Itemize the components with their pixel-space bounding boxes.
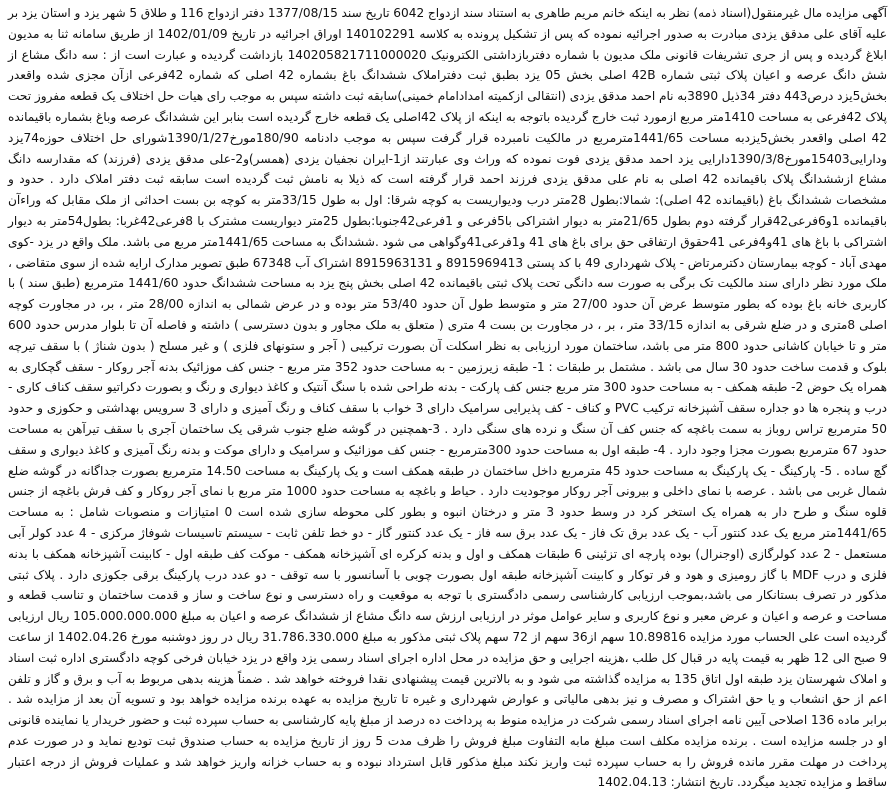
notice-text xyxy=(8,3,887,793)
notice-body-text: آگهی مزایده مال غیرمنقول(اسناد ذمه) نظر به اینکه خانم مریم طاهری به استناد سند ازدواج 6042 تاریخ سند 1377/08/15 دفتر ازدواج 116 و طلاق 5 شهر یزد و استان یزد بر علیه آقای علی مدقق یزدی مبادرت به صدور اجرائیه نموده که پس از تشکیل پرونده به کلاسه 140102291 اوراق اجرائیه در تاریخ 1402/01/09 از طریق سامانه ثنا به مدیون ابلاغ گردیده و پس از جری تشریفات قانونی ملک مدیون با شماره دفتربازداشتی الکترونیک 140205821711000020 بازداشت گردیده و عبارت است از : سه دانگ مشاع از شش دانگ عرصه و اعیان پلاک ثبتی شماره 42B اصلی بخش 05 یزد بطبق ثبت دفتراملاک ششدانگ باغ بشماره 42 اصلی که شماره 42فرعی ازآن مجزی شده واقعدر بخش5یزد درص443 دفتر 34ذیل 3890به نام احمد مدقق یزدی (انتقالی ازکمیته امدادامام خمینی)سابقه ثبت داشته سپس به موجب رای هیات حل اختلاف یک قطعه مفروز تحت پلاک 42فرعی به مساحت 1410متر مربع ازمورد ثبت خارج گردیده باتوجه به اینکه از پلاک 42اصلی یک قطعه خارج گردیده است بنابر این ششدانگ عرصه وباغ بشماره باقیمانده 42 اصلی واقعدر بخش5یزدبه مساحت 1441/65مترمربع در مالکیت نامبرده قرار گرفت سپس به موجب دادنامه 180/90مورخ1390/1/27شورای حل اختلاف حوزه74یزد ودارایی15403مورخ1390/3/8دارایی یزد احمد مدقق یزدی فوت نموده که وراث وی عبارتند از1-ایران نجفیان یزدی (همسر)و2-علی مدقق یزدی (فرزند) که مقدارسه دانگ مشاع ازششدانگ پلاک باقیمانده 42 اصلی به نام علی مدقق یزدی فرزند احمد قرار گرفته است که ذیلا به نامش ثبت گردیده است سابقه ثبت دفتر املاک دارد . حدود و مشخصات ششدانگ باغ (باقیمانده 42 اصلی): شمالا:بطول 28متر درب ودیواریست به کوچه شرقا: اول به طول 33/15متر به کوچه بن بست احداثی از ملک مقابل که وراءآن باقیمانده 1و6فرعی42قرار گرفته دوم بطول 21/65متر به دیوار اشتراکی با5فرعی و 1فرعی42جنوبا:بطول 25متر دیواریست مشترک با 8فرعی42غربا: بطول54متر به دیوار اشتراکی با باغ های 41و4فرعی 41حقوق ارتفاقی حق برای باغ های 41 و1فرعی41وگواهی می شود .ششدانگ به مساحت 1441/65متر مربع می باشد. ملک واقع در یزد -کوی مهدی آباد - کوچه بیمارستان دکترمرتاض - پلاک شهرداری 49 با کد پستی 8915969413 و 8915963131 اشتراک آب 67348 طبق تصویر مدارک ارایه شده از سوی متقاضی ، ملک مورد نظر دارای سند مالکیت تک برگی به صورت سه دانگی تحت پلاک ثبتی باقیمانده 42 اصلی بخش پنج یزد به مساحت ششدانگ حدود 1441/60 مترمربع (طبق سند ) با کاربری خانه باغ بوده که بطور متوسط عرض آن حدود 27/00 متر و متوسط طول آن حدود 53/40 متر بوده و در عرض شمالی به اندازه 28/00 متر ، بر، در مجاورت کوچه اصلی 8متری و در ضلع شرقی به اندازه 33/15 متر ، بر ، در مجاورت بن بست 4 متری ( متعلق به ملک مجاور و بدون دسترسی ) داشته و فاصله آن تا بلوار مدرس حدود 600 متر و تا خیابان کاشانی حدود 800 متر می باشد، ساختمان مورد ارزیابی به نظر اسکلت آن بصورت ترکیبی ( آجر و ستونهای فلزی ) و غیر مسلح ( بدون شناژ ) با سقف تیرچه بلوک و قدمت ساخت حدود 30 سال می باشد . مشتمل بر طبقات : 1- طبقه زیرزمین - به مساحت حدود 352 متر مربع - جنس کف موزائیک بدنه آجر روکار - سقف گچکاری به همراه یک حوض 2- طبقه همکف - به مساحت حدود 300 متر مربع جنس کف پارکت - بدنه طراحی شده با سنگ آنتیک و کاغذ دیواری و رنگ و بصورت دکراتیو سقف کناف کاری - درب و پنجره ها دو جداره سقف آشپزخانه ترکیب PVC و کناف - کف پذیرایی سرامیک دارای 3 خواب با سقف کناف و رنگ آمیزی و دارای 3 سرویس بهداشتی و حکوزی و حدود 50 مترمربع تراس روباز به سمت باغچه که جنس کف آن سنگ و نرده های سنگی دارد . 3-همچنین در گوشه ضلع جنوب شرقی یک ساختمان آجری با سقف تیرآهن به مساحت حدود 67 مترمربع بصورت مجزا وجود دارد . 4- طبقه اول به مساحت حدود 300مترمربع - جنس کف موزائیک و سرامیک و دارای موکت و بدنه رنگ آمیزی و کاغذ دیواری و سقف گچ ساده . 5- پارکینگ - یک پارکینگ به مساحت حدود 45 مترمربع داخل ساختمان در طبقه همکف است و یک پارکینگ به مساحت 14.50 مترمربع بصورت جداگانه در گوشه ضلع شمال غربی می باشد . عرصه با نمای داخلی و بیرونی آجر روکار موجودیت دارد . حیاط و باغچه به مساحت حدود 1000 متر مربع با نمای آجر روکار و کف فرش باغچه از جنس قلوه سنگ و طرح دار به همراه یک استخر کرد در وسط حدود 3 متر و درختان انبوه و بطور کلی محوطه سازی شده است 0 امتیازات و منصوبات شامل : به مساحت 1441/65متر مربع یک عدد کنتور آب - یک عدد برق تک فاز - یک عدد برق سه فاز - یک عدد کنتور گاز - دو خط تلفن ثابت - سیستم تاسیسات شوفاژ مرکزی - 4 عدد کولر آبی مستعمل - 2 عدد کولرگازی (اوجنرال) بوده پارچه ای تزئینی 6 طبقات همکف و اول و بدنه کرکره ای آشپزخانه همکف - موکت کف طبقه اول - کابینت آشپزخانه همکف با بدنه فلزی و درب MDF با گاز رومیزی و هود و فر توکار و کابینت آشپزخانه طبقه اول بصورت چوبی با آسانسور با سه توقف - دو عدد درب پارکینگ برقی جکوزی دارد . پلاک ثبتی مذکور در تصرف بستانکار می باشد،بموجب ارزیابی کارشناسی رسمی دادگستری با توجه به موقعیت و راه دسترسی و نوع ساخت و ساز و قدمت ساختمان و تناسب قطعه و مساحت و عرصه و اعیان و عرض معبر و نوع کاربری و سایر عوامل موثر در ارزیابی ارزش سه دانگ مشاع از ششدانگ عرصه و اعیان به مبلغ 105.000.000.000 ریال ارزیابی گردیده است علی الحساب مورد مزایده 10.89816 سهم از36 سهم از 72 سهم پلاک ثبتی مذکور به مبلغ 31.786.330.000 ریال در روز دوشنبه مورخ 1402.04.26 از ساعت 9 صبح الی 12 ظهر به قیمت پایه در قبال کل طلب ،هزینه اجرایی و حق مزایده در محل اداره اجرای اسناد رسمی یزد واقع در یزد خیابان فرخی کوچه دادگستری اداره ثبت اسناد و املاک شهرستان یزد طبقه اول اتاق 135 به مزایده گذاشته می شود و به بالاترین قیمت پیشنهادی نقدا فروخته خواهد شد . ضمناً هزینه بدهی مربوط به آب و برق و گاز و تلفن اعم از حق انشعاب و یا حق اشتراک و مصرف و نیز بدهی مالیاتی و عوارض شهرداری و غیره تا تاریخ مزایده به عهده برنده مزایده خواهد بود و تسویه آن بعد از مزایده شد . برابر ماده 136 اصلاحی آیین نامه اجرای اسناد رسمی شرکت در مزایده منوط به پرداخت ده درصد از مبلغ پایه کارشناسی به حساب سپرده ثبت و حضور خریدار یا نماینده قانونی او در جلسه مزایده است . برنده مزایده مکلف است مبلغ مابه التفاوت مبلغ فروش را ظرف مدت 5 روز از تاریخ مزایده به حساب صندوق ثبت تودیع نماید و در صورت عدم پرداخت در مهلت مقرر مانده فروش را به حساب سپرده ثبت واریز نکند مبلغ مذکور قابل استرداد نبوده و به حساب خزانه واریز خواهد شد و عملیات فروش از درجه اعتبار ساقط و مزایده تجدید میگردد. تاریخ انتشار: xyxy=(8,6,888,790)
publish-date: 1402.04.13 xyxy=(597,775,667,790)
